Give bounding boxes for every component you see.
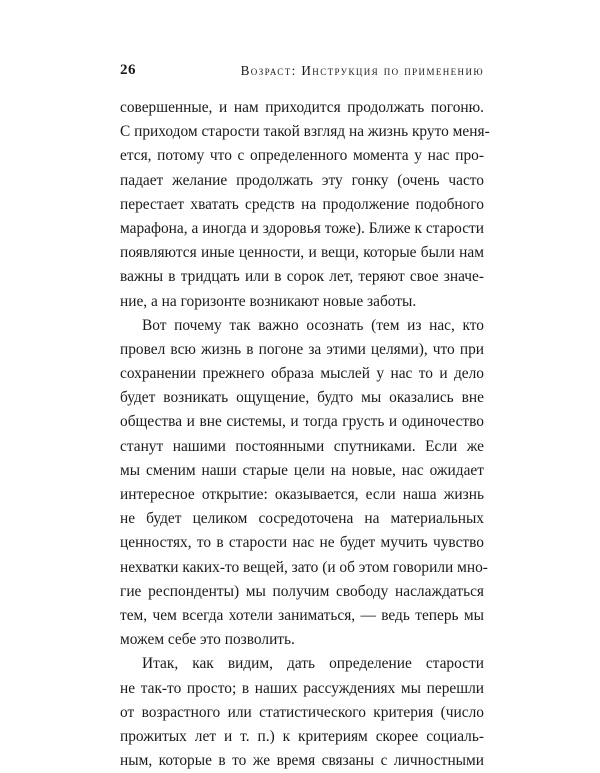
running-head-initial: В: [240, 63, 251, 78]
text-line: ется, потому что с определенного момента у нас про-: [120, 147, 484, 165]
text-line: падает желание продолжать эту гонку (очень часто: [120, 171, 484, 189]
text-line: перестает хватать средств на продолжение подобного: [120, 195, 484, 213]
text-line: марафона, а иногда и здоровья тоже). Ближе к старости: [120, 219, 484, 237]
text-line: Итак, как видим, дать определение старости: [142, 655, 484, 673]
text-line: важны в тридцать или в сорок лет, теряют свое значе-: [120, 268, 484, 286]
page-header: [120, 62, 484, 84]
text-line: провел всю жизнь в погоне за этими целями), что при: [120, 340, 484, 358]
paragraph-3: [120, 652, 484, 773]
text-line: не так-то просто; в наших рассуждениях мы перешли: [120, 679, 484, 697]
text-line: появляются иные ценности, и вещи, которые были нам: [120, 244, 484, 262]
text-line: совершенные, и нам приходится продолжать погоню.: [120, 99, 484, 116]
running-head-rest: озраст: Инструкция по применению: [250, 63, 484, 78]
text-line: станут нашими постоянными спутниками. Если же: [120, 437, 484, 455]
text-line: ценностях, то в старости нас не будет мучить чувство: [120, 534, 484, 552]
text-line: не будет целиком сосредоточена на материальных: [120, 510, 484, 528]
text-line: будет возникать ощущение, будто мы оказались вне: [120, 389, 484, 407]
running-head: [241, 63, 484, 79]
text-line: нехватки каких-то вещей, зато (и об этом говорили мно-: [120, 558, 488, 576]
paragraph-2: [120, 314, 488, 653]
text-line: от возрастного или статистического критерия (число: [120, 703, 484, 721]
text-line: мы сменим наши старые цели на новые, нас ожидает: [120, 461, 484, 479]
text-line: можем себе это позволить.: [120, 631, 295, 649]
text-line: гие респонденты) мы получим свободу наслаждаться: [120, 582, 484, 600]
text-line: Вот почему так важно осознать (тем из нас, кто: [142, 316, 484, 334]
text-line: прожитых лет и т. п.) к критериям скорее социаль-: [120, 727, 484, 745]
page-number: 26: [120, 62, 136, 78]
body-text: [120, 96, 490, 773]
text-line: ным, которые в то же время связаны с личностными: [120, 752, 484, 770]
text-line: тем, чем всегда хотели заниматься, — ведь теперь мы: [120, 606, 484, 624]
text-line: ние, а на горизонте возникают новые заботы.: [120, 292, 417, 310]
text-line: сохранении прежнего образа мыслей у нас то и дело: [120, 365, 484, 383]
text-line: общества и вне системы, и тогда грусть и одиночество: [120, 413, 484, 431]
paragraph-1: [120, 96, 490, 314]
text-line: интересное открытие: оказывается, если наша жизнь: [120, 486, 484, 503]
text-line: С приходом старости такой взгляд на жизнь круто меня-: [120, 123, 490, 141]
